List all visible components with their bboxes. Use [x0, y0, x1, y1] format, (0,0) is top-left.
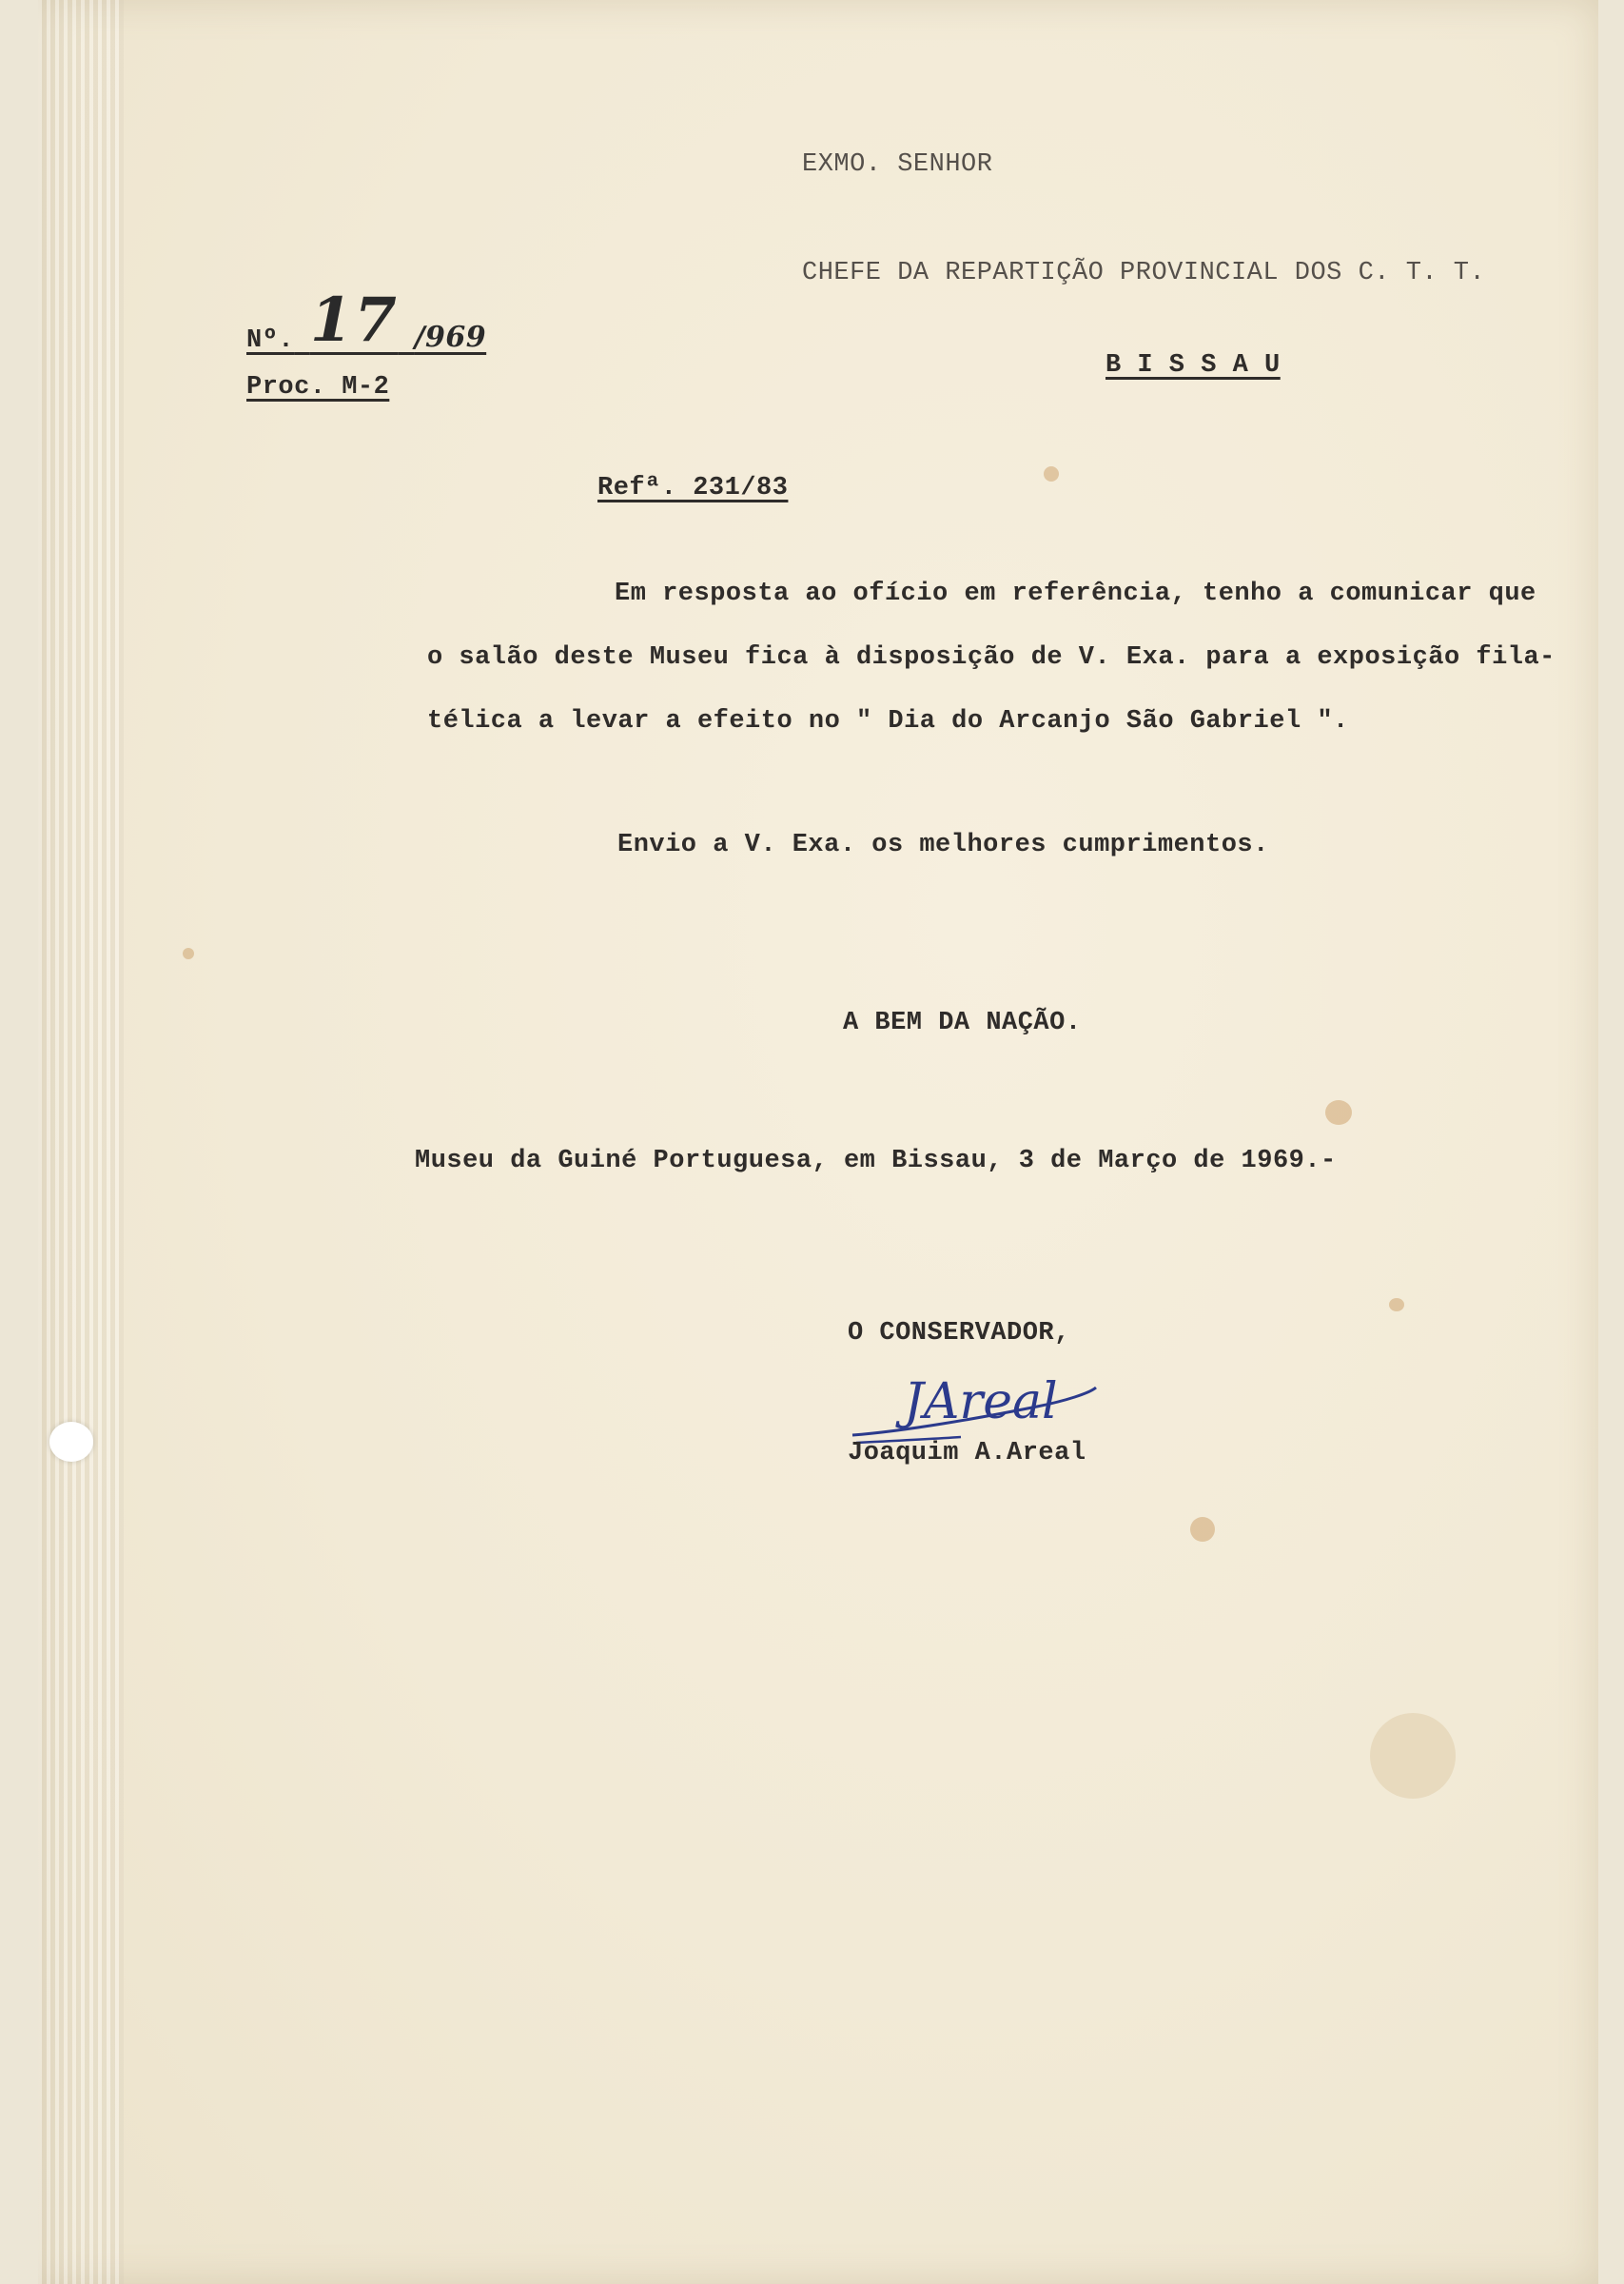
- binding-strip: [38, 0, 124, 2284]
- place-date: Museu da Guiné Portuguesa, em Bissau, 3 de Março de 1969.-: [415, 1147, 1337, 1175]
- stain: [1370, 1713, 1456, 1799]
- body-line-1: Em resposta ao ofício em referência, tenho a comunicar que: [615, 580, 1536, 608]
- stain: [1325, 1100, 1352, 1125]
- motto: A BEM DA NAÇÃO.: [843, 1009, 1082, 1037]
- process-code: Proc. M-2: [246, 373, 390, 402]
- body-line-2: o salão deste Museu fica à disposição de V. Exa. para a exposição fila-: [427, 643, 1556, 672]
- stain: [1389, 1298, 1404, 1311]
- city: B I S S A U: [1105, 351, 1281, 380]
- conservator-title: O CONSERVADOR,: [848, 1319, 1070, 1348]
- number-prefix: Nº.: [246, 326, 295, 355]
- recipient: CHEFE DA REPARTIÇÃO PROVINCIAL DOS C. T. T.: [802, 259, 1486, 287]
- body-line-3: télica a levar a efeito no " Dia do Arcanjo São Gabriel ".: [427, 707, 1349, 736]
- stain: [1044, 466, 1059, 482]
- number-year: /969: [414, 321, 487, 354]
- signatory-name: Joaquim A.Areal: [848, 1439, 1086, 1467]
- signature-script: JAreal: [904, 1373, 1058, 1430]
- number-line: [246, 285, 487, 362]
- punch-hole: [49, 1422, 93, 1462]
- reference-number: Refª. 231/83: [597, 474, 789, 502]
- greeting: Envio a V. Exa. os melhores cumprimentos.: [617, 831, 1269, 859]
- stain: [183, 948, 194, 959]
- stain: [1190, 1517, 1215, 1542]
- salutation: EXMO. SENHOR: [802, 150, 993, 179]
- number-value: 17: [309, 285, 399, 356]
